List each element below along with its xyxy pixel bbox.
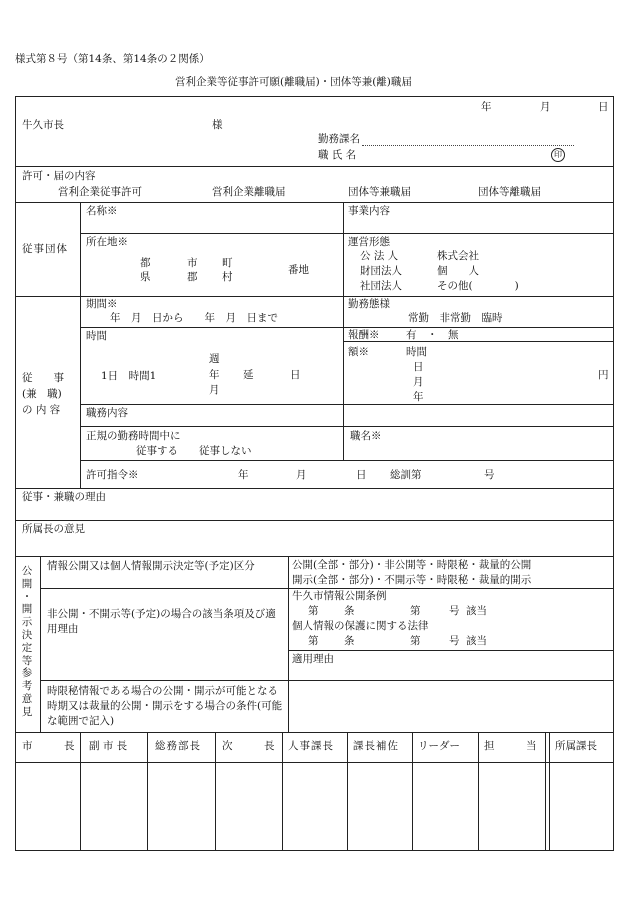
clause2-dai2: 第 <box>410 635 421 647</box>
mgmt-individual[interactable]: 個 人 <box>437 265 479 277</box>
row1-option-disclose[interactable]: 開示(全部・部分)・不開示等・時限秘・裁量的開示 <box>292 574 532 586</box>
unit-shi: 市 <box>187 257 198 269</box>
law-label: 個人情報の保護に関する法律 <box>292 620 429 632</box>
time-unit-year: 年 <box>209 369 220 381</box>
stamp-box-leader[interactable] <box>413 763 477 850</box>
approval-assistant-manager: 課長補佐 <box>353 740 399 752</box>
management-form-label: 運営形態 <box>348 236 390 248</box>
mgmt-association[interactable]: 社団法人 <box>360 280 402 292</box>
yen-unit: 円 <box>598 369 609 381</box>
stamp-box-general-affairs[interactable] <box>148 763 214 850</box>
form-number: 様式第８号（第14条、第14条の２関係） <box>15 53 210 65</box>
row1-option-public[interactable]: 公開(全部・部分)・非公開等・時限秘・裁量的公開 <box>292 559 532 571</box>
time-unit-day: 日 <box>290 369 301 381</box>
mgmt-public[interactable]: 公 法 人 <box>360 250 399 262</box>
during-hours-options[interactable]: 従事する 従事しない <box>136 445 252 457</box>
clause1-dai: 第 <box>308 605 319 617</box>
amount-unit-month: 月 <box>413 376 424 388</box>
amount-unit-year: 年 <box>413 391 424 403</box>
stamp-box-hr-manager[interactable] <box>283 763 346 850</box>
designation-year: 年 <box>238 469 249 481</box>
clause1-gaitou: 該当 <box>466 605 487 617</box>
row3-label: 時限秘情報である場合の公開・開示が可能となる時期又は裁量的公開・開示をする場合の条件(可能な範囲で記入) <box>47 685 283 727</box>
approval-leader: リーダー <box>418 740 460 752</box>
clause1-go: 号 <box>449 605 460 617</box>
pay-options[interactable]: 有 ・ 無 <box>406 329 459 341</box>
clause2-go: 号 <box>449 635 460 647</box>
duties-label: 職務内容 <box>86 407 128 419</box>
engagement-section-line3: の 内 容 <box>22 404 61 416</box>
approval-mayor: 市 長 <box>22 740 75 752</box>
date-month: 月 <box>540 101 551 113</box>
application-reason-label: 適用理由 <box>292 653 334 665</box>
option-business-leave[interactable]: 営利企業離職届 <box>212 186 286 198</box>
work-mode-label: 勤務態様 <box>348 298 390 310</box>
date-year: 年 <box>481 101 492 113</box>
supervisor-opinion-label: 所属長の意見 <box>22 523 85 535</box>
org-name-label: 名称※ <box>86 205 118 217</box>
addressee-mayor: 牛久市長 <box>22 119 64 131</box>
approval-general-affairs-director: 総務部長 <box>155 740 201 752</box>
row2-label: 非公開・不開示等(予定)の場合の該当条項及び適用理由 <box>47 608 276 635</box>
time-text: 1日 時間1 <box>101 370 157 382</box>
ordinance-label: 牛久市情報公開条例 <box>292 590 387 602</box>
date-day: 日 <box>598 101 609 113</box>
stamp-box-mayor[interactable] <box>16 763 79 850</box>
unit-banchi: 番地 <box>288 264 309 276</box>
time-unit-month: 月 <box>209 384 220 396</box>
stamp-box-staff[interactable] <box>479 763 544 850</box>
permission-label: 許可・届の内容 <box>22 170 96 182</box>
engagement-section-line1: 従 事 <box>22 372 64 384</box>
designation-go: 号 <box>484 469 495 481</box>
approval-deputy-mayor: 副 市 長 <box>89 740 128 752</box>
time-unit-week: 週 <box>209 353 220 365</box>
during-hours-label: 正規の勤務時間中に <box>86 430 181 442</box>
time-unit-nobe: 延 <box>243 369 254 381</box>
designation-soku: 総訓第 <box>390 469 422 481</box>
option-org-concurrent[interactable]: 団体等兼職届 <box>348 186 411 198</box>
stamp-box-deputy-mayor[interactable] <box>81 763 146 850</box>
amount-unit-hour: 時間 <box>406 346 427 358</box>
stamp-box-deputy-director[interactable] <box>216 763 281 850</box>
unit-gun: 郡 <box>187 271 198 283</box>
approval-section-manager: 所属課長 <box>555 740 597 752</box>
dept-field[interactable] <box>362 145 574 146</box>
addressee-sama: 様 <box>212 119 223 131</box>
period-text: 年 月 日から 年 月 日まで <box>110 312 278 324</box>
name-label: 職 氏 名 <box>318 149 357 161</box>
mgmt-other[interactable]: その他( ) <box>437 280 519 292</box>
pay-label: 報酬※ <box>348 329 380 341</box>
designation-day: 日 <box>356 469 367 481</box>
row1-label: 情報公開又は個人情報開示決定等(予定)区分 <box>47 560 255 572</box>
clause2-gaitou: 該当 <box>466 635 487 647</box>
work-mode-options[interactable]: 常勤 非常勤 臨時 <box>408 312 503 324</box>
time-label: 時間 <box>86 330 107 342</box>
period-label: 期間※ <box>86 298 118 310</box>
position-label: 職名※ <box>350 430 382 442</box>
approval-hr-manager: 人事課長 <box>288 740 334 752</box>
seal-icon: 印 <box>551 148 565 162</box>
form-title: 営利企業等従事許可願(離職届)・団体等兼(離)職届 <box>175 76 412 88</box>
dept-label: 勤務課名 <box>318 133 360 145</box>
stamp-box-assistant-manager[interactable] <box>348 763 411 850</box>
clause2-jo: 条 <box>344 635 355 647</box>
mgmt-foundation[interactable]: 財団法人 <box>360 265 402 277</box>
approval-deputy-director: 次 長 <box>222 740 275 752</box>
mgmt-company[interactable]: 株式会社 <box>437 250 479 262</box>
amount-unit-day: 日 <box>413 361 424 373</box>
unit-to: 都 <box>140 257 151 269</box>
engagement-section-line2: (兼 職) <box>22 388 62 400</box>
address-label: 所在地※ <box>86 236 128 248</box>
designation-month: 月 <box>296 469 307 481</box>
organization-section-label: 従事団体 <box>22 243 68 255</box>
unit-mura: 村 <box>222 271 233 283</box>
stamp-box-section-manager[interactable] <box>550 763 613 850</box>
approval-staff: 担 当 <box>484 740 537 752</box>
designation-label: 許可指令※ <box>86 469 139 481</box>
clause1-dai2: 第 <box>410 605 421 617</box>
option-org-leave[interactable]: 団体等離職届 <box>478 186 541 198</box>
unit-ken: 県 <box>140 271 151 283</box>
disclosure-side-label: 公 開 ・ 開 示 決 定 等 参 考 意 見 <box>21 565 33 718</box>
option-business-engagement[interactable]: 営利企業従事許可 <box>58 186 142 198</box>
clause2-dai: 第 <box>308 635 319 647</box>
reason-label: 従事・兼職の理由 <box>22 491 106 503</box>
business-content-label: 事業内容 <box>348 205 390 217</box>
clause1-jo: 条 <box>344 605 355 617</box>
amount-label: 額※ <box>348 346 369 358</box>
unit-machi: 町 <box>222 257 233 269</box>
